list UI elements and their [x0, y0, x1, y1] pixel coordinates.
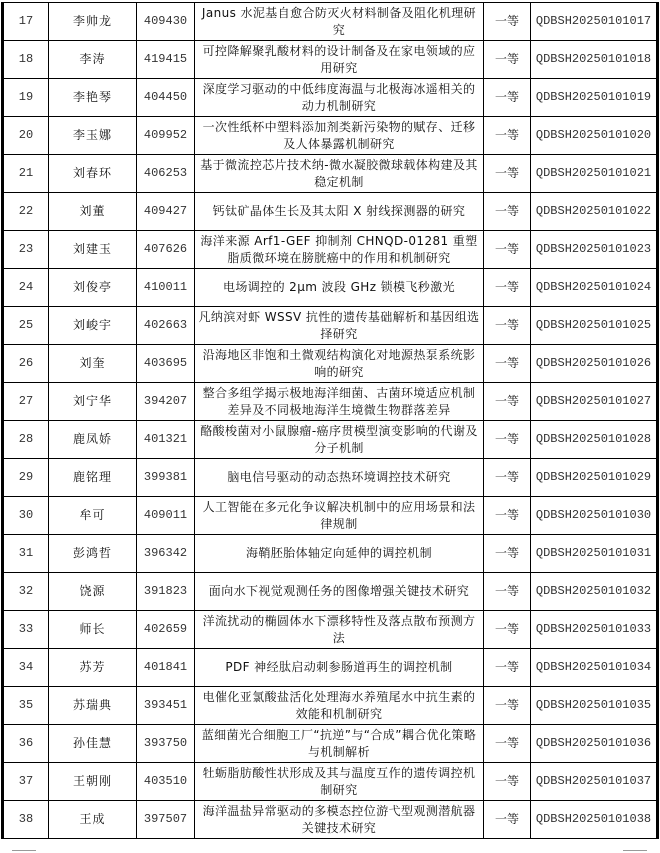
cell-id-number: 409011 [137, 497, 195, 535]
cell-certificate-number: QDBSH20250101020 [531, 117, 658, 155]
table-row [3, 687, 658, 725]
cell-id-number: 401321 [137, 421, 195, 459]
cell-project-title: 蓝细菌光合细胞工厂“抗逆”与“合成”耦合优化策略与机制解析 [195, 725, 484, 763]
cell-award-grade: 一等 [484, 763, 531, 801]
cell-id-number: 403510 [137, 763, 195, 801]
page-corner-mark-left [12, 850, 36, 851]
table-row [3, 725, 658, 763]
cell-id-number: 401841 [137, 649, 195, 687]
cell-project-title: 人工智能在多元化争议解决机制中的应用场景和法律规制 [195, 497, 484, 535]
cell-certificate-number: QDBSH20250101024 [531, 269, 658, 307]
cell-project-title: 深度学习驱动的中低纬度海温与北极海冰遥相关的动力机制研究 [195, 79, 484, 117]
cell-id-number: 399381 [137, 459, 195, 497]
cell-serial-number: 37 [3, 763, 49, 801]
cell-award-grade: 一等 [484, 611, 531, 649]
cell-name: 李帅龙 [49, 3, 137, 41]
cell-serial-number: 36 [3, 725, 49, 763]
cell-serial-number: 19 [3, 79, 49, 117]
cell-certificate-number: QDBSH20250101038 [531, 801, 658, 839]
table-row [3, 3, 658, 41]
table-row [3, 231, 658, 269]
cell-award-grade: 一等 [484, 801, 531, 839]
table-row [3, 117, 658, 155]
cell-certificate-number: QDBSH20250101030 [531, 497, 658, 535]
cell-serial-number: 21 [3, 155, 49, 193]
cell-award-grade: 一等 [484, 421, 531, 459]
cell-serial-number: 26 [3, 345, 49, 383]
cell-certificate-number: QDBSH20250101028 [531, 421, 658, 459]
cell-award-grade: 一等 [484, 79, 531, 117]
cell-serial-number: 27 [3, 383, 49, 421]
cell-serial-number: 32 [3, 573, 49, 611]
cell-serial-number: 25 [3, 307, 49, 345]
cell-serial-number: 34 [3, 649, 49, 687]
table-row [3, 79, 658, 117]
cell-award-grade: 一等 [484, 497, 531, 535]
table-row [3, 155, 658, 193]
table-row [3, 649, 658, 687]
cell-serial-number: 30 [3, 497, 49, 535]
cell-name: 刘峻宇 [49, 307, 137, 345]
cell-project-title: 酪酸梭菌对小鼠腺瘤-癌序贯模型演变影响的代谢及分子机制 [195, 421, 484, 459]
cell-name: 孙佳慧 [49, 725, 137, 763]
cell-award-grade: 一等 [484, 649, 531, 687]
cell-project-title: 海鞘胚胎体轴定向延伸的调控机制 [195, 535, 484, 573]
cell-id-number: 406253 [137, 155, 195, 193]
cell-name: 李涛 [49, 41, 137, 79]
table-row [3, 535, 658, 573]
cell-certificate-number: QDBSH20250101036 [531, 725, 658, 763]
cell-serial-number: 28 [3, 421, 49, 459]
table-row [3, 459, 658, 497]
cell-project-title: 基于微流控芯片技术纳-微水凝胶微球载体构建及其稳定机制 [195, 155, 484, 193]
cell-name: 鹿铭理 [49, 459, 137, 497]
cell-serial-number: 20 [3, 117, 49, 155]
cell-project-title: 海洋来源 Arf1-GEF 抑制剂 CHNQD-01281 重塑脂质微环境在膀胱癌中的作用和机制研究 [195, 231, 484, 269]
cell-award-grade: 一等 [484, 535, 531, 573]
cell-serial-number: 17 [3, 3, 49, 41]
cell-id-number: 402659 [137, 611, 195, 649]
table-row [3, 193, 658, 231]
page-corner-mark-right [623, 850, 647, 851]
cell-certificate-number: QDBSH20250101027 [531, 383, 658, 421]
cell-id-number: 410011 [137, 269, 195, 307]
cell-id-number: 419415 [137, 41, 195, 79]
cell-certificate-number: QDBSH20250101034 [531, 649, 658, 687]
cell-certificate-number: QDBSH20250101022 [531, 193, 658, 231]
awards-table [1, 2, 659, 839]
cell-id-number: 409952 [137, 117, 195, 155]
cell-name: 苏瑞典 [49, 687, 137, 725]
cell-serial-number: 38 [3, 801, 49, 839]
cell-name: 苏芳 [49, 649, 137, 687]
cell-certificate-number: QDBSH20250101033 [531, 611, 658, 649]
cell-id-number: 409430 [137, 3, 195, 41]
cell-id-number: 394207 [137, 383, 195, 421]
cell-award-grade: 一等 [484, 155, 531, 193]
cell-project-title: 洋流扰动的椭圆体水下漂移特性及落点散布预测方法 [195, 611, 484, 649]
cell-serial-number: 33 [3, 611, 49, 649]
cell-certificate-number: QDBSH20250101018 [531, 41, 658, 79]
table-row [3, 307, 658, 345]
table-row [3, 269, 658, 307]
cell-certificate-number: QDBSH20250101032 [531, 573, 658, 611]
cell-project-title: 电场调控的 2μm 波段 GHz 锁模飞秒激光 [195, 269, 484, 307]
cell-project-title: 海洋温盐异常驱动的多模态控位游弋型观测潜航器关键技术研究 [195, 801, 484, 839]
cell-name: 王成 [49, 801, 137, 839]
table-row [3, 421, 658, 459]
cell-certificate-number: QDBSH20250101037 [531, 763, 658, 801]
table-row [3, 801, 658, 839]
cell-serial-number: 29 [3, 459, 49, 497]
cell-project-title: 一次性纸杯中塑料添加剂类新污染物的赋存、迁移及人体暴露机制研究 [195, 117, 484, 155]
cell-certificate-number: QDBSH20250101023 [531, 231, 658, 269]
cell-name: 刘奎 [49, 345, 137, 383]
cell-certificate-number: QDBSH20250101026 [531, 345, 658, 383]
cell-certificate-number: QDBSH20250101021 [531, 155, 658, 193]
cell-name: 刘春环 [49, 155, 137, 193]
cell-project-title: 脑电信号驱动的动态热环境调控技术研究 [195, 459, 484, 497]
awards-table-body [3, 3, 658, 839]
cell-award-grade: 一等 [484, 725, 531, 763]
cell-award-grade: 一等 [484, 573, 531, 611]
cell-name: 王朝刚 [49, 763, 137, 801]
cell-id-number: 393451 [137, 687, 195, 725]
cell-award-grade: 一等 [484, 307, 531, 345]
table-row [3, 763, 658, 801]
cell-project-title: 电催化亚氯酸盐活化处理海水养殖尾水中抗生素的效能和机制研究 [195, 687, 484, 725]
cell-id-number: 397507 [137, 801, 195, 839]
table-row [3, 41, 658, 79]
cell-project-title: 可控降解聚乳酸材料的设计制备及在家电领域的应用研究 [195, 41, 484, 79]
cell-project-title: 沿海地区非饱和土微观结构演化对地源热泵系统影响的研究 [195, 345, 484, 383]
cell-name: 刘董 [49, 193, 137, 231]
cell-certificate-number: QDBSH20250101019 [531, 79, 658, 117]
cell-award-grade: 一等 [484, 687, 531, 725]
cell-award-grade: 一等 [484, 383, 531, 421]
cell-name: 李玉娜 [49, 117, 137, 155]
cell-name: 师长 [49, 611, 137, 649]
cell-award-grade: 一等 [484, 231, 531, 269]
cell-serial-number: 18 [3, 41, 49, 79]
cell-certificate-number: QDBSH20250101031 [531, 535, 658, 573]
cell-name: 饶源 [49, 573, 137, 611]
cell-serial-number: 35 [3, 687, 49, 725]
cell-serial-number: 22 [3, 193, 49, 231]
cell-id-number: 402663 [137, 307, 195, 345]
cell-certificate-number: QDBSH20250101017 [531, 3, 658, 41]
cell-serial-number: 23 [3, 231, 49, 269]
cell-name: 刘建玉 [49, 231, 137, 269]
cell-project-title: Janus 水泥基自愈合防灭火材料制备及阻化机理研究 [195, 3, 484, 41]
cell-project-title: 钙钛矿晶体生长及其太阳 X 射线探测器的研究 [195, 193, 484, 231]
table-row [3, 573, 658, 611]
table-row [3, 611, 658, 649]
cell-name: 刘俊亭 [49, 269, 137, 307]
cell-project-title: PDF 神经肽启动刺参肠道再生的调控机制 [195, 649, 484, 687]
cell-name: 牟可 [49, 497, 137, 535]
cell-id-number: 407626 [137, 231, 195, 269]
cell-award-grade: 一等 [484, 345, 531, 383]
cell-certificate-number: QDBSH20250101035 [531, 687, 658, 725]
cell-certificate-number: QDBSH20250101025 [531, 307, 658, 345]
cell-id-number: 393750 [137, 725, 195, 763]
cell-project-title: 整合多组学揭示极地海洋细菌、古菌环境适应机制差异及不同极地海洋生境微生物群落差异 [195, 383, 484, 421]
table-row [3, 383, 658, 421]
cell-award-grade: 一等 [484, 117, 531, 155]
cell-id-number: 404450 [137, 79, 195, 117]
cell-id-number: 403695 [137, 345, 195, 383]
cell-project-title: 面向水下视觉观测任务的图像增强关键技术研究 [195, 573, 484, 611]
cell-award-grade: 一等 [484, 41, 531, 79]
cell-name: 彭鸿哲 [49, 535, 137, 573]
cell-award-grade: 一等 [484, 269, 531, 307]
cell-award-grade: 一等 [484, 3, 531, 41]
cell-serial-number: 24 [3, 269, 49, 307]
cell-id-number: 391823 [137, 573, 195, 611]
cell-serial-number: 31 [3, 535, 49, 573]
cell-project-title: 凡纳滨对虾 WSSV 抗性的遗传基础解析和基因组选择研究 [195, 307, 484, 345]
cell-name: 鹿凤娇 [49, 421, 137, 459]
cell-name: 李艳琴 [49, 79, 137, 117]
cell-award-grade: 一等 [484, 193, 531, 231]
cell-id-number: 396342 [137, 535, 195, 573]
cell-project-title: 牡蛎脂肪酸性状形成及其与温度互作的遗传调控机制研究 [195, 763, 484, 801]
cell-id-number: 409427 [137, 193, 195, 231]
cell-name: 刘宁华 [49, 383, 137, 421]
cell-certificate-number: QDBSH20250101029 [531, 459, 658, 497]
table-row [3, 345, 658, 383]
table-row [3, 497, 658, 535]
cell-award-grade: 一等 [484, 459, 531, 497]
